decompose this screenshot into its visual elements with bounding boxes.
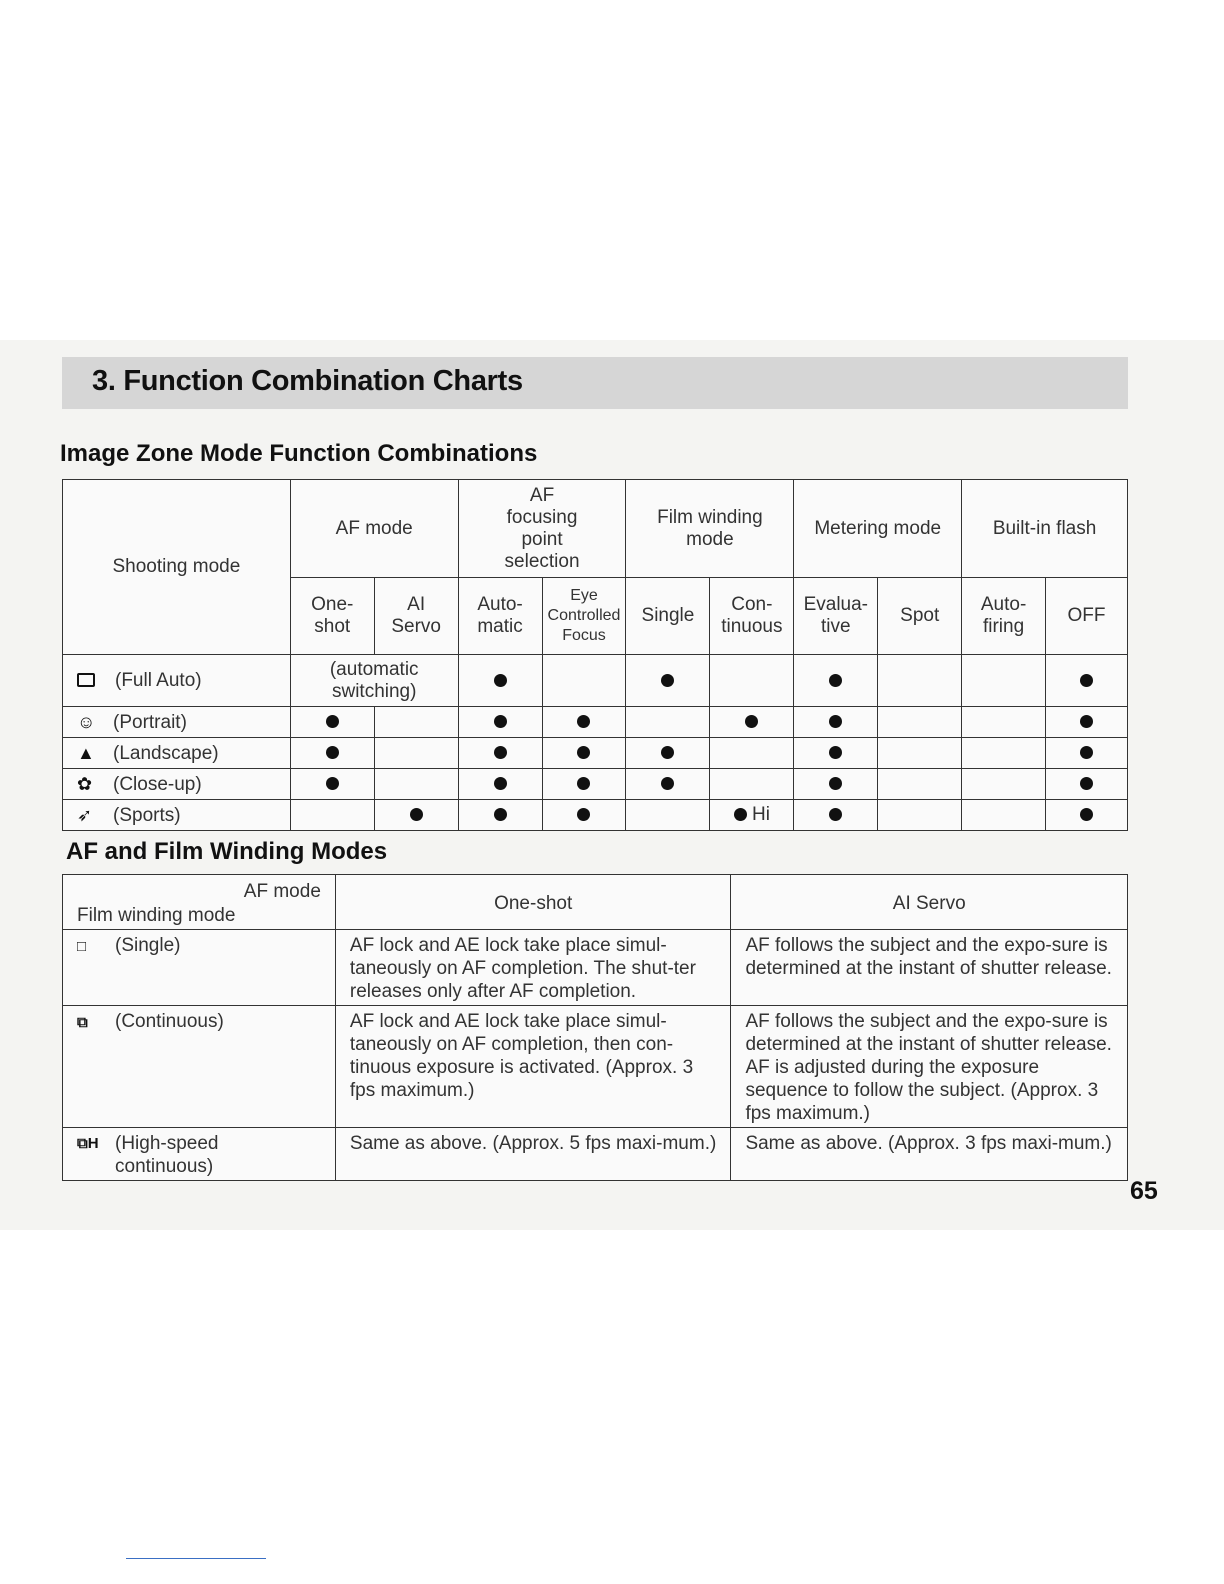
cell-ai-servo [374,738,458,769]
dot-icon [577,777,590,790]
cell-auto-firing [962,707,1046,738]
dot-icon [326,777,339,790]
cell-spot [878,707,962,738]
portrait-icon: ☺ [77,711,96,732]
continuous-header: Con- tinuous [710,578,794,655]
dot-icon [577,746,590,759]
dot-icon [494,674,507,687]
cell-off [1046,738,1128,769]
af-point-header: AF focusing point selection [458,480,626,578]
cell-single [626,707,710,738]
af-automatic-switching-note: (automatic switching) [290,655,458,707]
cell-ai-servo [374,800,458,831]
table-row-close-up [63,769,1128,800]
cell-off [1046,800,1128,831]
dot-icon [577,715,590,728]
cell-evaluative [794,738,878,769]
cell-one-shot [290,769,374,800]
corner-af-mode-label: AF mode [243,881,321,902]
chapter-title-bar [62,357,1128,409]
cell-off [1046,769,1128,800]
cell-one-shot [290,800,374,831]
dot-icon [1080,715,1093,728]
cell-auto-firing [962,655,1046,707]
ai-servo-description: AF follows the subject and the expo-sure is determined at the instant of shutter release. [731,930,1128,1006]
sports-runner-icon: ➶ [77,804,93,825]
table-row-sports [63,800,1128,831]
dot-icon [829,808,842,821]
af-film-header-row [63,875,1128,930]
evaluative-header: Evalua- tive [794,578,878,655]
cell-auto-firing [962,800,1046,831]
dot-icon [494,746,507,759]
cell-continuous [710,738,794,769]
one-shot-description: Same as above. (Approx. 5 fps maxi-mum.) [335,1128,731,1181]
cell-spot [878,800,962,831]
film-winding-header: Film winding mode [626,480,794,578]
cell-spot [878,738,962,769]
single-frame-icon: □ [77,938,87,955]
mode-label-cell: ✿ (Close-up) [63,769,291,800]
cell-automatic [458,738,542,769]
cell-evaluative [794,800,878,831]
corner-film-winding-label: Film winding mode [77,905,236,926]
flash-header: Built-in flash [962,480,1128,578]
dot-icon [829,715,842,728]
dot-icon [829,674,842,687]
cell-single [626,655,710,707]
dot-icon [494,808,507,821]
dot-icon [326,715,339,728]
page-number: 65 [1130,1177,1158,1205]
af-mode-header: AF mode [290,480,458,578]
dot-icon [1080,746,1093,759]
dot-icon [745,715,758,728]
mode-label-cell: (Full Auto) [63,655,291,707]
ai-servo-header: AI Servo [374,578,458,655]
cell-eye-controlled [542,707,626,738]
cell-continuous [710,769,794,800]
cell-single [626,769,710,800]
table-row-continuous [63,1006,1128,1128]
dot-icon [661,746,674,759]
dot-icon [734,808,747,821]
mode-label-cell: ➶ (Sports) [63,800,291,831]
full-auto-icon [77,673,95,687]
cell-single [626,738,710,769]
shooting-mode-header: Shooting mode [63,480,291,655]
cell-eye-controlled [542,655,626,707]
cell-automatic [458,800,542,831]
cell-spot [878,655,962,707]
mode-label-cell: ▲ (Landscape) [63,738,291,769]
dot-icon [577,808,590,821]
cell-auto-firing [962,769,1046,800]
film-mode-cell: □ (Single) [63,930,336,1006]
cell-off [1046,655,1128,707]
dot-icon [410,808,423,821]
dot-icon [494,715,507,728]
footer-divider [126,1558,266,1559]
one-shot-column-header: One-shot [335,875,731,930]
cell-ai-servo [374,707,458,738]
dot-icon [829,746,842,759]
spot-header: Spot [878,578,962,655]
cell-evaluative [794,655,878,707]
dot-icon [1080,777,1093,790]
automatic-header: Auto- matic [458,578,542,655]
image-zone-table [62,479,1128,831]
dot-icon [661,674,674,687]
corner-header [63,875,336,930]
cell-evaluative [794,707,878,738]
chapter-title: 3. Function Combination Charts [92,365,523,397]
cell-one-shot [290,707,374,738]
eye-controlled-header: Eye Controlled Focus [542,578,626,655]
one-shot-description: AF lock and AE lock take place simul-taneously on AF completion. The shut-ter releases only after AF completion. [335,930,731,1006]
header-row-groups [63,480,1128,578]
af-film-table [62,874,1128,1181]
table-row-portrait [63,707,1128,738]
dot-icon [829,777,842,790]
dot-icon [661,777,674,790]
dot-icon [326,746,339,759]
cell-continuous [710,707,794,738]
cell-eye-controlled [542,738,626,769]
ai-servo-column-header: AI Servo [731,875,1128,930]
ai-servo-description: AF follows the subject and the expo-sure is determined at the instant of shutter release. AF is adjusted during the exposure sequence to follow the subject. (Approx. 3 fps maximum.) [731,1006,1128,1128]
cell-auto-firing [962,738,1046,769]
dot-icon [494,777,507,790]
cell-continuous [710,800,794,831]
cell-continuous [710,655,794,707]
cell-automatic [458,655,542,707]
cell-eye-controlled [542,800,626,831]
dot-icon [1080,674,1093,687]
high-speed-frames-icon: ⧉H [77,1135,99,1152]
film-mode-cell: ⧉ (Continuous) [63,1006,336,1128]
cell-eye-controlled [542,769,626,800]
one-shot-description: AF lock and AE lock take place simul-taneously on AF completion, then con-tinuous exposure is activated. (Approx. 3 fps maximum.) [335,1006,731,1128]
close-up-flower-icon: ✿ [77,773,93,794]
dot-icon [1080,808,1093,821]
off-header: OFF [1046,578,1128,655]
single-header: Single [626,578,710,655]
image-zone-section-title: Image Zone Mode Function Combinations [60,440,538,467]
table-row-landscape [63,738,1128,769]
cell-evaluative [794,769,878,800]
table-row-single [63,930,1128,1006]
cell-automatic [458,769,542,800]
ai-servo-description: Same as above. (Approx. 3 fps maxi-mum.) [731,1128,1128,1181]
high-speed-note: Hi [752,804,770,825]
landscape-icon: ▲ [77,742,95,763]
mode-label-cell: ☺ (Portrait) [63,707,291,738]
cell-spot [878,769,962,800]
cell-ai-servo [374,769,458,800]
film-mode-cell: ⧉H (High-speed continuous) [63,1128,336,1181]
metering-header: Metering mode [794,480,962,578]
auto-firing-header: Auto- firing [962,578,1046,655]
cell-single [626,800,710,831]
table-row-full-auto [63,655,1128,707]
af-film-section-title: AF and Film Winding Modes [66,838,388,865]
cell-one-shot [290,738,374,769]
cell-automatic [458,707,542,738]
table-row-high-speed [63,1128,1128,1181]
continuous-frames-icon: ⧉ [77,1014,88,1031]
one-shot-header: One- shot [290,578,374,655]
cell-off [1046,707,1128,738]
